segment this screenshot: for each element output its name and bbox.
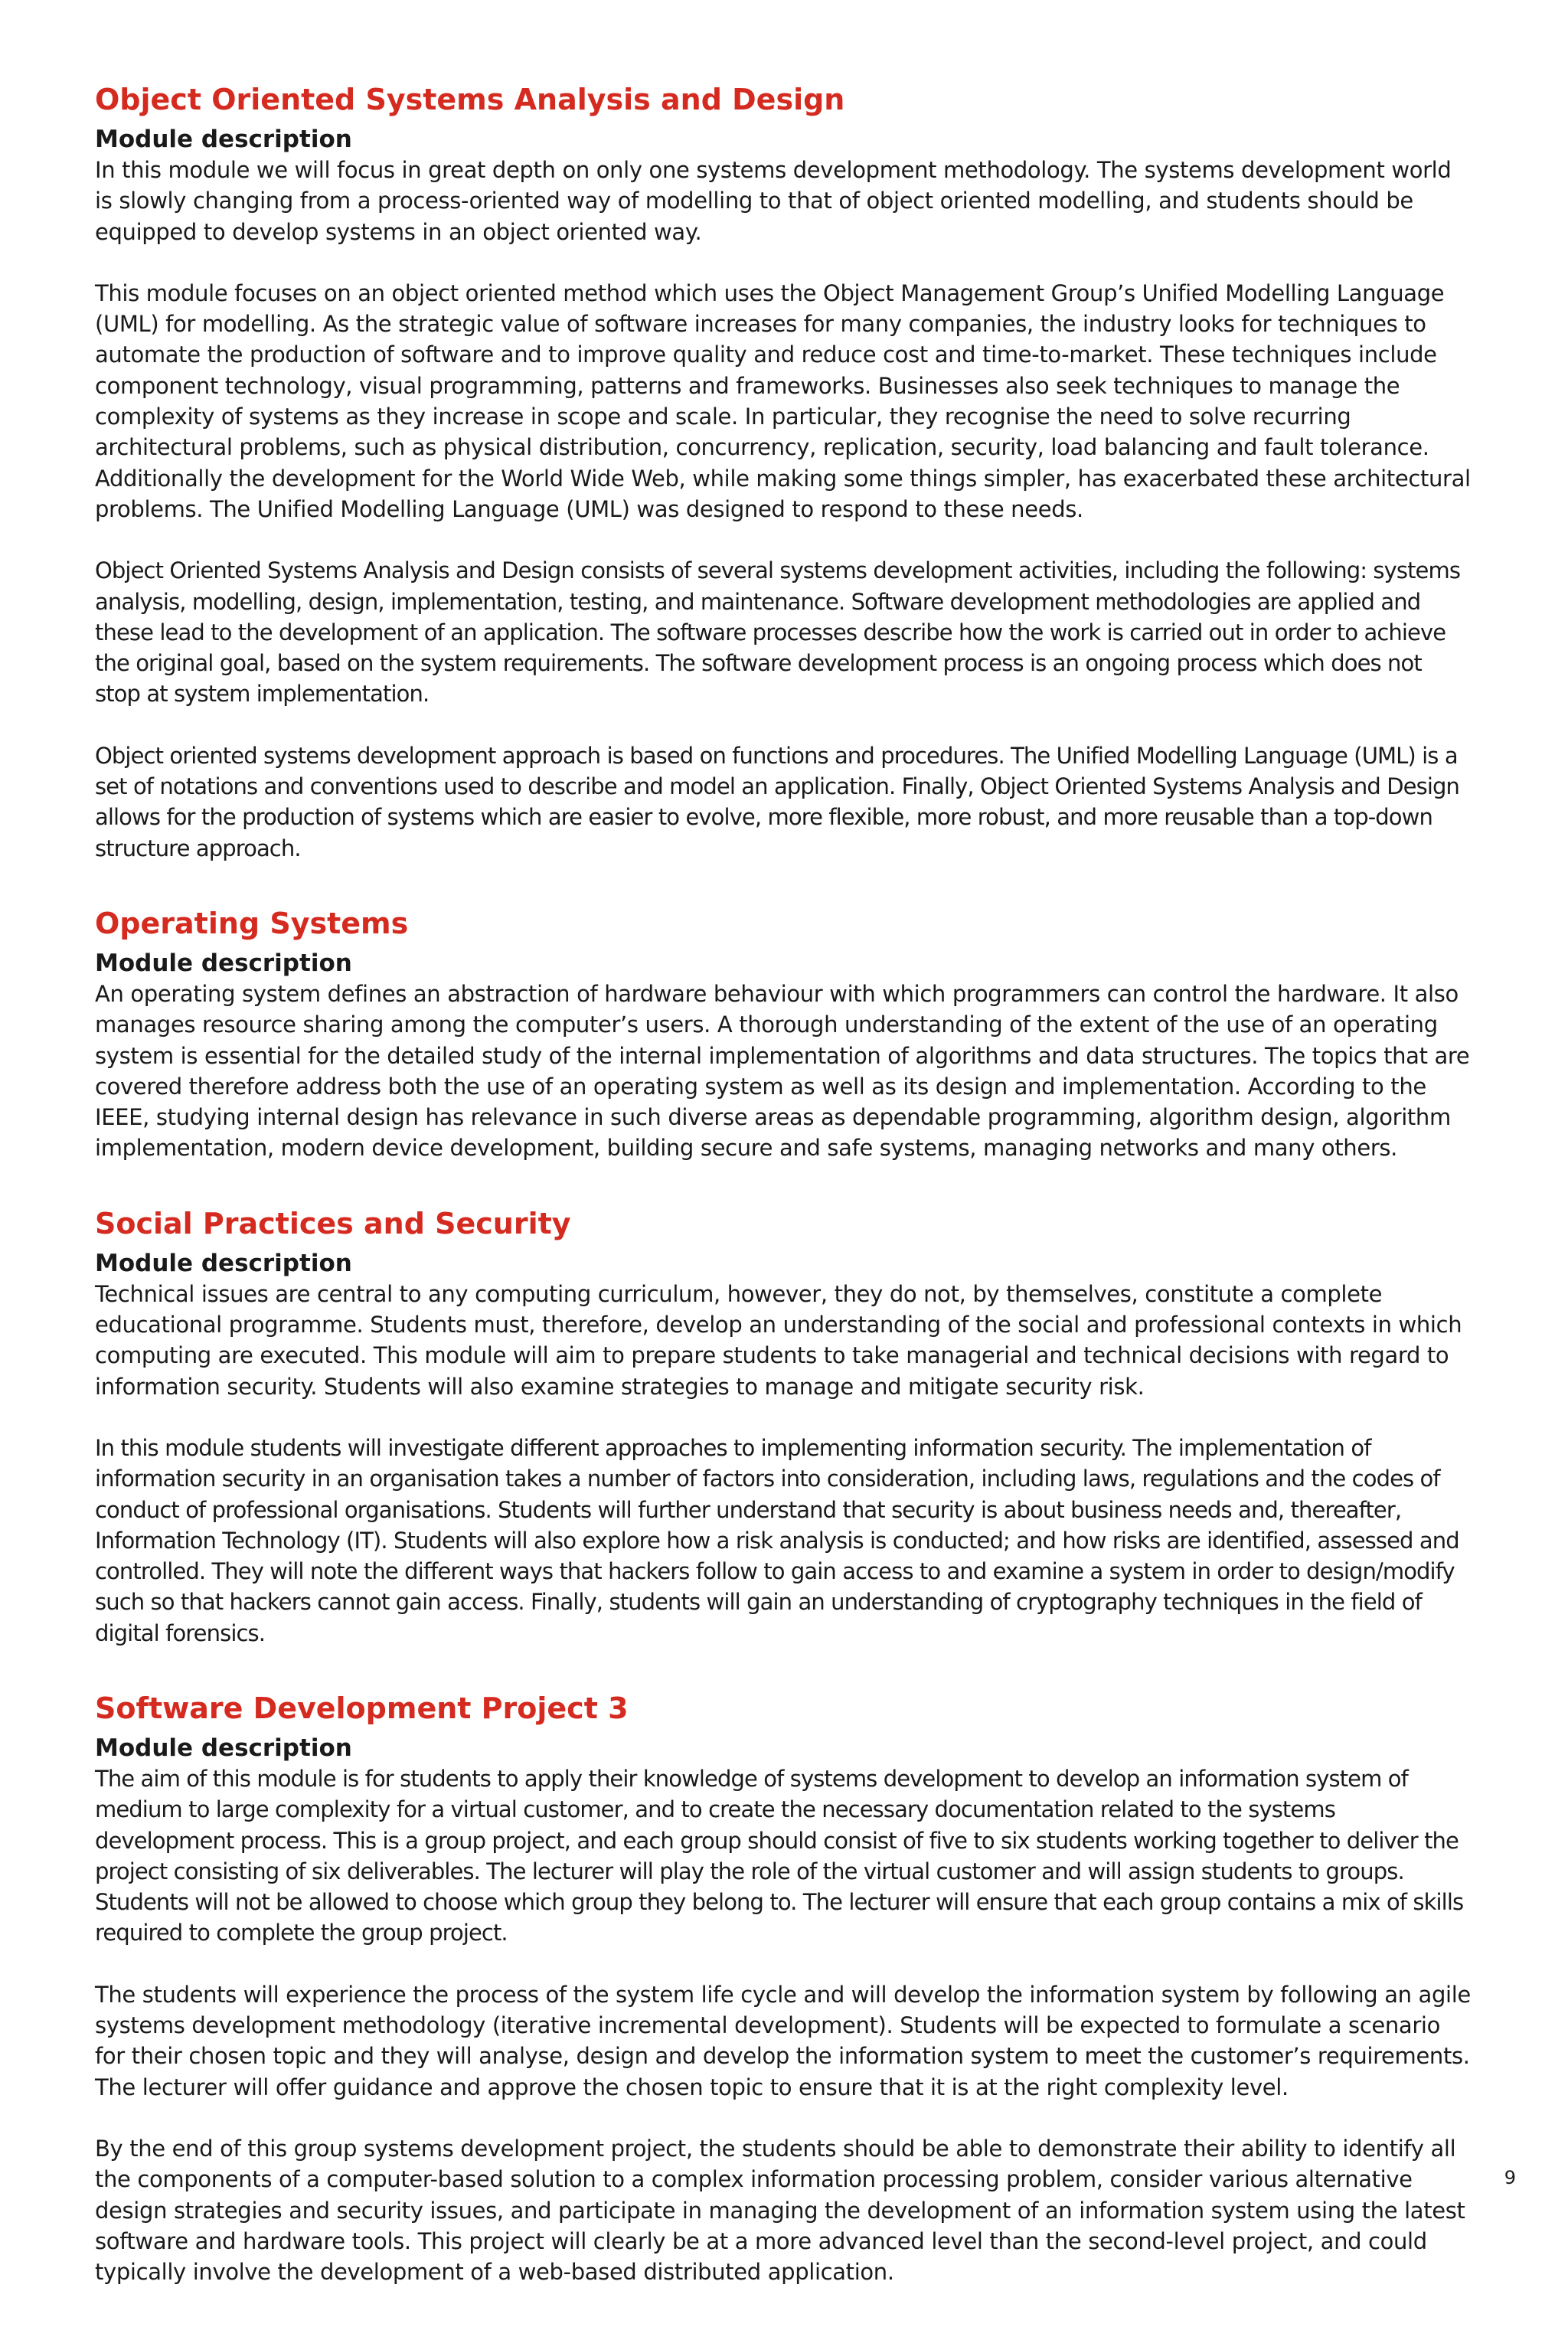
module-description-heading: Module description (95, 126, 352, 153)
page-number: 9 (1504, 2167, 1516, 2188)
section-oosad (95, 80, 1473, 864)
paragraph: By the end of this group systems development project, the students should be able to demonstrate their ability to identify all the components of a computer-based solution to a complex information processing problem, consider various alternative design strategies and security issues, and participate in managing the development of an information system using the latest software and hardware tools. This project will clearly be at a more advanced level than the second-level project, and could typically involve the development of a web-based distributed application. (95, 2135, 1465, 2286)
paragraph: The students will experience the process of the system life cycle and will develop the information system by following an agile systems development methodology (iterative incremental development). Students will be expected to formulate a scenario for their chosen topic and they will analyse, design and develop the information system to meet the customer’s requirements. The lecturer will offer guidance and approve the chosen topic to ensure that it is at the right complexity level. (95, 1981, 1471, 2100)
paragraph: The aim of this module is for students to apply their knowledge of systems development to develop an information system of medium to large complexity for a virtual customer, and to create the necessary documentation related to the systems development process. This is a group project, and each group should consist of five to six students working together to deliver the project consisting of six deliverables. The lecturer will play the role of the virtual customer and will assign students to groups. Students will not be allowed to choose which group they belong to. The lecturer will ensure that each group contains a mix of skills required to complete the group project. (95, 1765, 1464, 1946)
section-title: Software Development Project 3 (95, 1691, 629, 1725)
section-software-development-project-3 (95, 1688, 1473, 2287)
paragraph: This module focuses on an object oriented method which uses the Object Management Group’s Unified Modelling Language (UML) for modelling. As the strategic value of software increases for many companies, the industry looks for techniques to automate the production of software and to improve quality and reduce cost and time-to-market. These techniques include component technology, visual programming, patterns and frameworks. Businesses also seek techniques to manage the complexity of systems as they increase in scope and scale. In particular, they recognise the need to solve recurring architectural problems, such as physical distribution, concurrency, replication, security, load balancing and fault tolerance. Additionally the development for the World Wide Web, while making some things simpler, has exacerbated these architectural problems. The Unified Modelling Language (UML) was designed to respond to these needs. (95, 279, 1471, 522)
document-page (95, 80, 1473, 2327)
module-description-heading: Module description (95, 1734, 352, 1762)
module-description-heading: Module description (95, 949, 352, 977)
module-description-heading: Module description (95, 1249, 352, 1277)
section-operating-systems (95, 904, 1473, 1164)
section-title: Social Practices and Security (95, 1206, 571, 1240)
section-social-practices-security (95, 1204, 1473, 1649)
paragraph: Object Oriented Systems Analysis and Design consists of several systems development activities, including the following: systems analysis, modelling, design, implementation, testing, and maintenance. Software development methodologies are applied and these lead to the development of an application. The software processes describe how the work is carried out in order to achieve the original goal, based on the system requirements. The software development process is an ongoing process which does not stop at system implementation. (95, 557, 1461, 708)
paragraph: Technical issues are central to any computing curriculum, however, they do not, by themselves, constitute a complete educational programme. Students must, therefore, develop an understanding of the social and professional contexts in which computing are executed. This module will aim to prepare students to take managerial and technical decisions with regard to information security. Students will also examine strategies to manage and mitigate security risk. (95, 1280, 1462, 1400)
paragraph: An operating system defines an abstraction of hardware behaviour with which programmers can control the hardware. It also manages resource sharing among the computer’s users. A thorough understanding of the extent of the use of an operating system is essential for the detailed study of the internal implementation of algorithms and data structures. The topics that are covered therefore address both the use of an operating system as well as its design and implementation. According to the IEEE, studying internal design has relevance in such diverse areas as dependable programming, algorithm design, algorithm implementation, modern device development, building secure and safe systems, managing networks and many others. (95, 980, 1470, 1162)
section-title: Object Oriented Systems Analysis and Design (95, 83, 845, 116)
paragraph: In this module students will investigate different approaches to implementing information security. The implementation of information security in an organisation takes a number of factors into consideration, including laws, regulations and the codes of conduct of professional organisations. Students will further understand that security is about business needs and, thereafter, Information Technology (IT). Students will also explore how a risk analysis is conducted; and how risks are identified, assessed and controlled. They will note the different ways that hackers follow to gain access to and examine a system in order to design/modify such so that hackers cannot gain access. Finally, students will gain an understanding of cryptography techniques in the field of digital forensics. (95, 1434, 1459, 1646)
paragraph: Object oriented systems development approach is based on functions and procedures. The Unified Modelling Language (UML) is a set of notations and conventions used to describe and model an application. Finally, Object Oriented Systems Analysis and Design allows for the production of systems which are easier to evolve, more flexible, more robust, and more reusable than a top-down structure approach. (95, 742, 1459, 861)
paragraph: In this module we will focus in great depth on only one systems development methodology. The systems development world is slowly changing from a process-oriented way of modelling to that of object oriented modelling, and students should be equipped to develop systems in an object oriented way. (95, 157, 1452, 245)
section-title: Operating Systems (95, 906, 409, 940)
